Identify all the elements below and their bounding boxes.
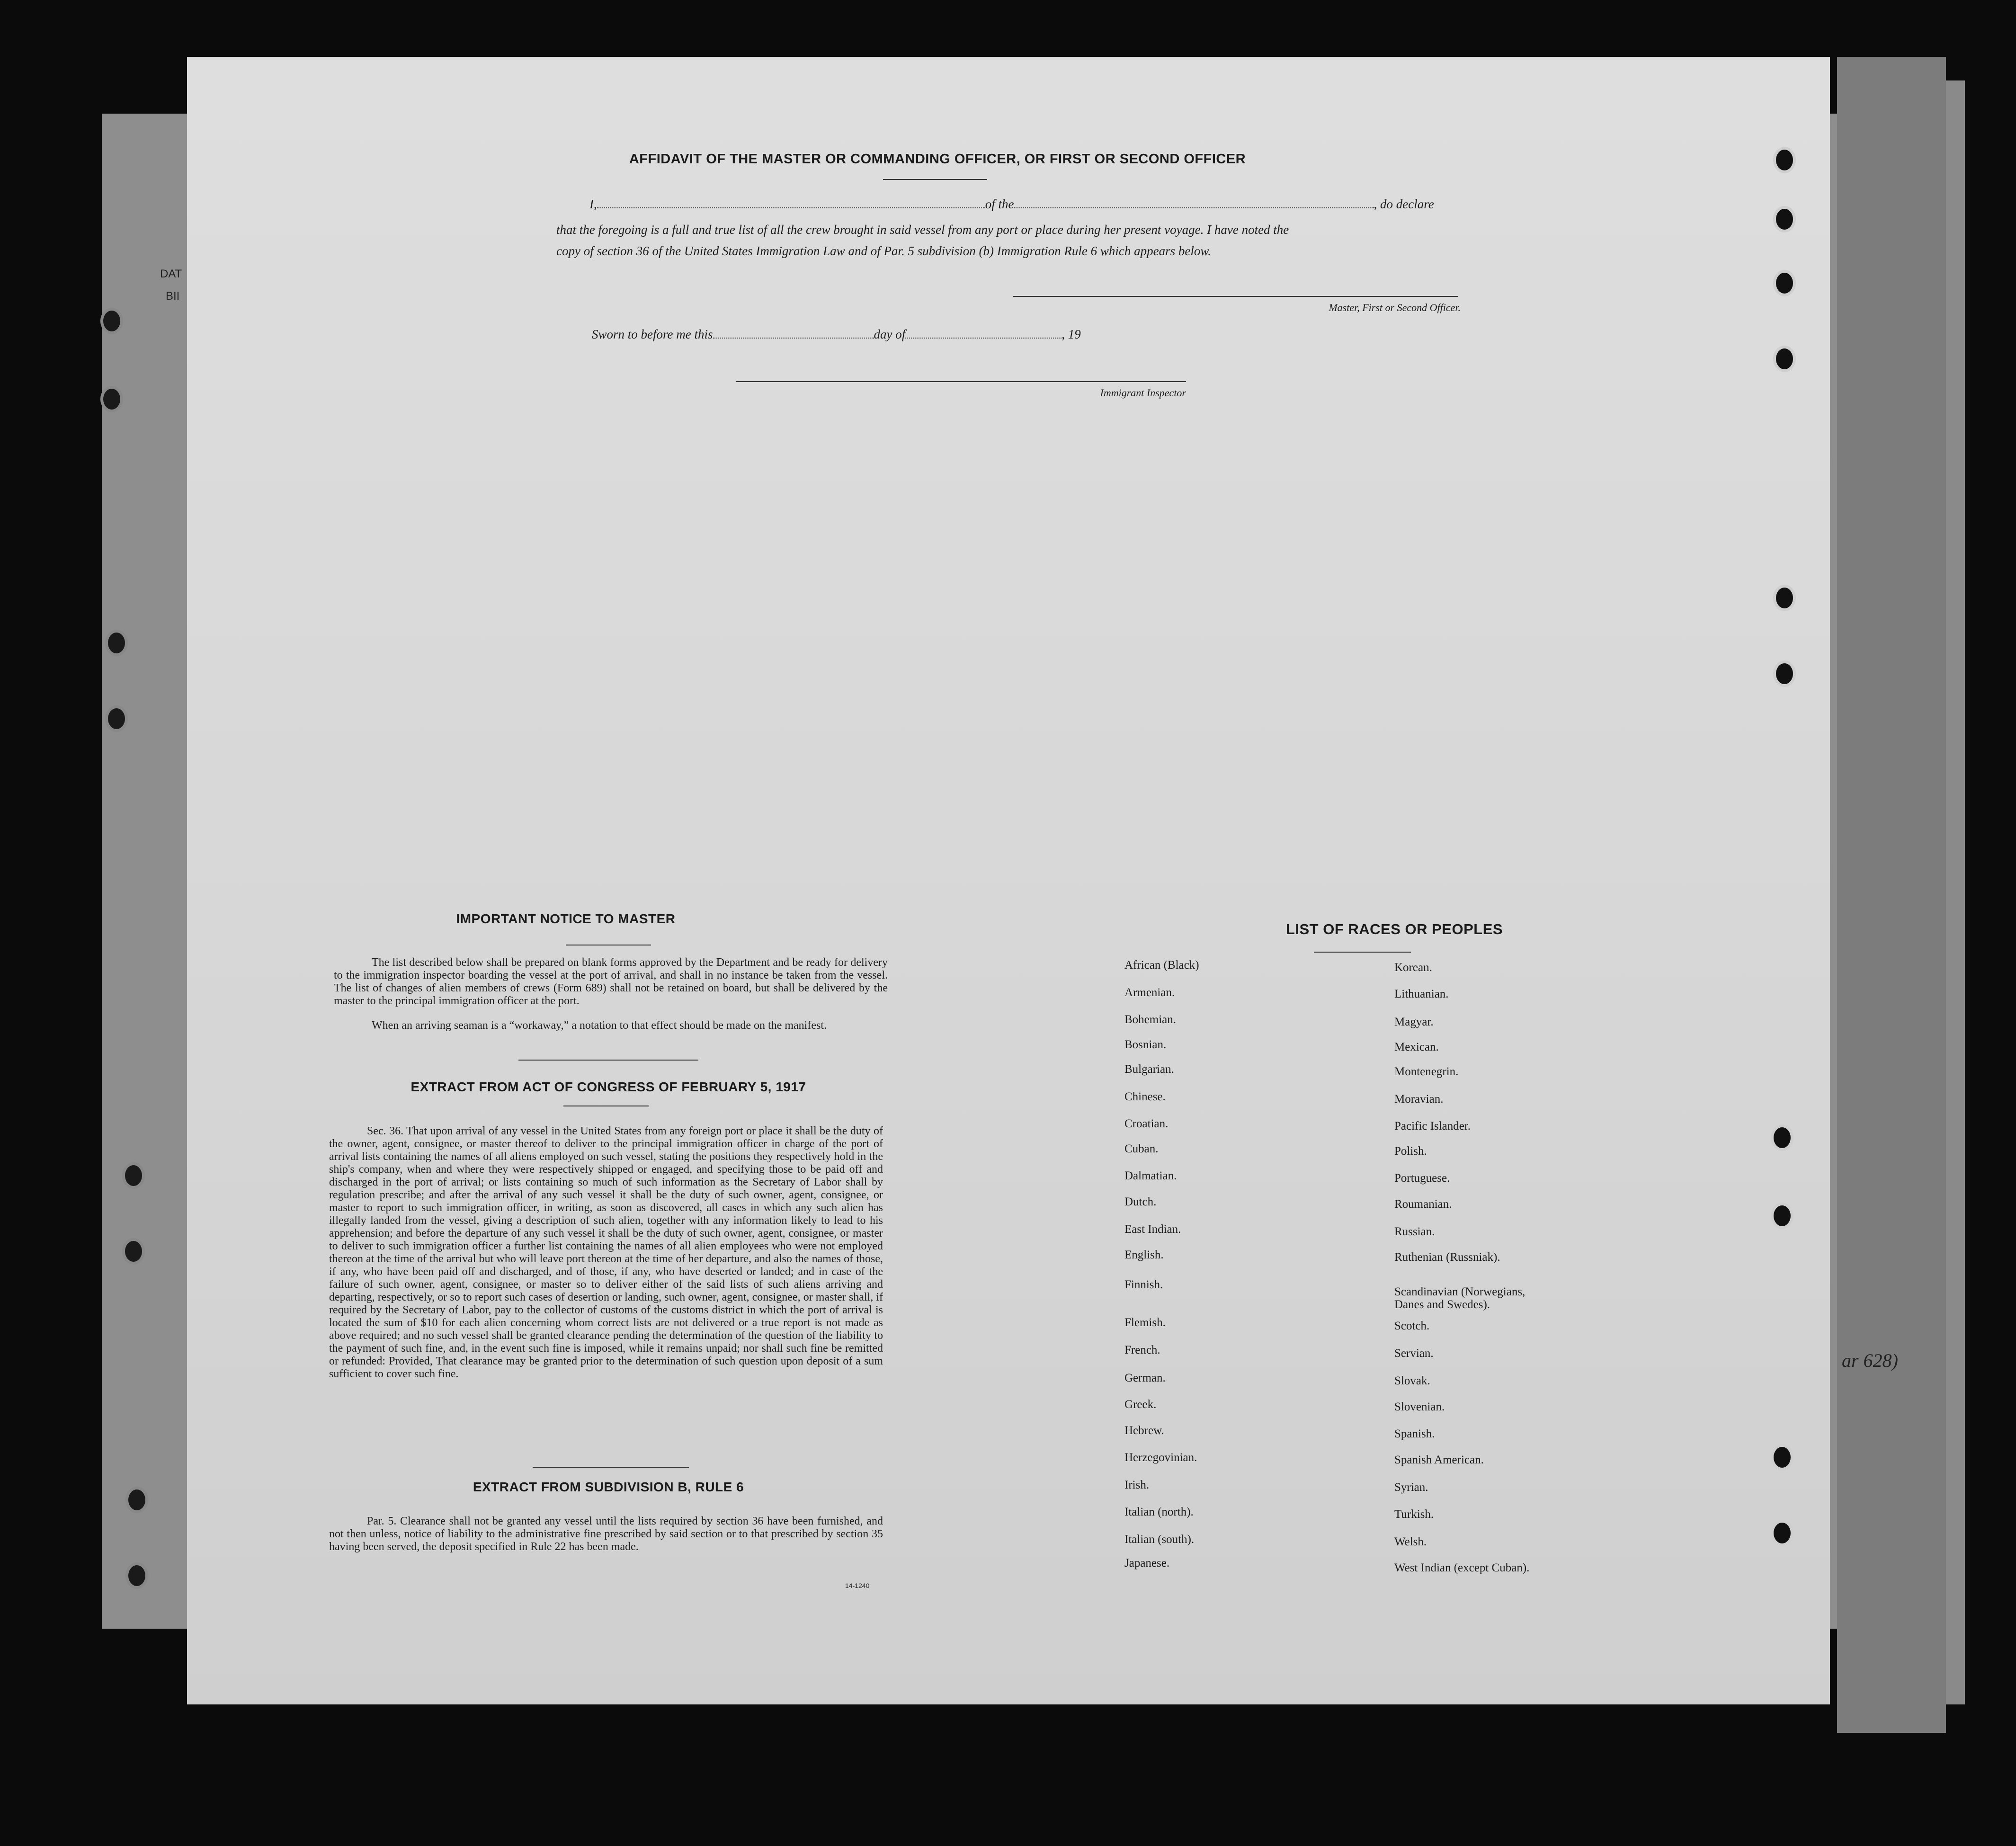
margin-mark-bii: BII	[166, 290, 180, 303]
manifest-back-page	[187, 57, 1830, 1704]
race-left-item: Italian (north).	[1124, 1506, 1194, 1518]
race-right-item: Magyar.	[1394, 1016, 1434, 1028]
race-right-item: Spanish.	[1394, 1427, 1435, 1440]
binder-hole	[125, 1487, 148, 1513]
act-end-rule	[533, 1467, 689, 1468]
signature-label: Master, First or Second Officer.	[1329, 302, 1461, 313]
race-left-item: French.	[1124, 1344, 1160, 1356]
race-right-item: Turkish.	[1394, 1508, 1434, 1521]
affidavit-line-1	[589, 194, 1659, 214]
binder-hole	[125, 1562, 148, 1589]
notice-paragraph-1: The list described below shall be prepared on blank forms approved by the Department and be ready for delivery to the immigration inspector boarding the vessel at the port of arrival, and shall in no instance be taken from the vessel. The list of changes of alien members of crews (Form 689) shall not be retained on board, but shall be delivered by the master to the principal immigration officer at the port.	[334, 956, 888, 1007]
race-left-item: Armenian.	[1124, 986, 1175, 999]
race-right-item: Moravian.	[1394, 1093, 1444, 1106]
race-left-item: East Indian.	[1124, 1223, 1181, 1236]
inspector-label: Immigrant Inspector	[1100, 387, 1186, 399]
race-right-item: Servian.	[1394, 1347, 1434, 1360]
vessel-blank[interactable]	[1014, 194, 1374, 208]
race-right-item: Pacific Islander.	[1394, 1120, 1471, 1133]
act-extract-title: EXTRACT FROM ACT OF CONGRESS OF FEBRUARY 5, 1917	[410, 1079, 806, 1094]
race-right-item: Scotch.	[1394, 1320, 1430, 1332]
margin-handwriting: ar 628)	[1842, 1350, 1898, 1371]
affidavit-title: AFFIDAVIT OF THE MASTER OR COMMANDING OFFICER, OR FIRST OR SECOND OFFICER	[629, 152, 1246, 167]
race-right-item: Polish.	[1394, 1145, 1427, 1158]
race-right-item: Mexican.	[1394, 1041, 1439, 1053]
race-left-item: Bulgarian.	[1124, 1063, 1174, 1076]
race-left-item: Flemish.	[1124, 1316, 1166, 1329]
races-rule	[1314, 952, 1411, 953]
race-right-item: Portuguese.	[1394, 1172, 1450, 1185]
race-right-item: Lithuanian.	[1394, 988, 1449, 1000]
race-right-item: Slovak.	[1394, 1374, 1430, 1387]
affidavit-i: I,	[589, 197, 597, 211]
race-right-item: Russian.	[1394, 1225, 1435, 1238]
race-right-item: Spanish American.	[1394, 1454, 1484, 1466]
race-right-item: Slovenian.	[1394, 1400, 1445, 1413]
race-left-item: German.	[1124, 1372, 1166, 1384]
races-title: LIST OF RACES OR PEOPLES	[1285, 921, 1503, 937]
race-left-item: Cuban.	[1124, 1142, 1159, 1155]
binder-hole	[1773, 206, 1796, 232]
sworn-day-of: day of	[874, 327, 906, 341]
race-right-item: Korean.	[1394, 961, 1432, 974]
rule-extract-title: EXTRACT FROM SUBDIVISION B, RULE 6	[473, 1480, 744, 1494]
race-right-item: Welsh.	[1394, 1535, 1427, 1548]
binder-hole	[1771, 1124, 1793, 1151]
notice-title: IMPORTANT NOTICE TO MASTER	[456, 911, 676, 926]
sworn-line	[592, 324, 1302, 344]
underlying-sheet-right-edge	[1837, 57, 1946, 1733]
race-left-item: Greek.	[1124, 1398, 1157, 1411]
binder-hole	[1771, 1203, 1793, 1229]
race-left-item: Italian (south).	[1124, 1533, 1195, 1546]
race-left-item: Bosnian.	[1124, 1038, 1167, 1051]
race-right-item: Syrian.	[1394, 1481, 1428, 1494]
affidavit-line-3: copy of section 36 of the United States Immigration Law and of Par. 5 subdivision (b) Immigration Rule 6 which appears below.	[556, 244, 1212, 258]
binder-hole	[105, 705, 128, 732]
binder-hole	[122, 1162, 145, 1189]
signature-line[interactable]	[1013, 296, 1458, 297]
affidavit-line-2: that the foregoing is a full and true list of all the crew brought in said vessel from any port or place during her present voyage. I have noted the	[556, 223, 1289, 237]
margin-mark-dat: DAT	[160, 268, 182, 280]
binder-hole	[105, 630, 128, 656]
race-left-item: Chinese.	[1124, 1090, 1166, 1103]
binder-hole	[1773, 660, 1796, 687]
notice-paragraph-2: When an arriving seaman is a “workaway,” a notation to that effect should be made on the manifest.	[372, 1019, 827, 1032]
race-left-item: Irish.	[1124, 1479, 1150, 1491]
inspector-signature-line[interactable]	[736, 381, 1186, 382]
race-left-item: Dalmatian.	[1124, 1169, 1177, 1182]
race-right-item: Roumanian.	[1394, 1198, 1452, 1211]
race-right-item: West Indian (except Cuban).	[1394, 1561, 1530, 1574]
race-right-item: Montenegrin.	[1394, 1065, 1459, 1078]
sworn-year: , 19	[1062, 327, 1081, 341]
name-blank[interactable]	[597, 194, 985, 208]
race-left-item: Herzegovinian.	[1124, 1451, 1197, 1464]
binder-hole	[1773, 346, 1796, 372]
binder-hole	[1773, 270, 1796, 296]
race-left-item: Hebrew.	[1124, 1424, 1164, 1437]
form-number: 14-1240	[845, 1582, 870, 1589]
binder-hole	[100, 386, 123, 412]
race-left-item: Finnish.	[1124, 1278, 1163, 1291]
notice-end-rule	[518, 1060, 698, 1061]
binder-hole	[1773, 585, 1796, 611]
sworn-prefix: Sworn to before me this	[592, 327, 713, 341]
race-left-item: Croatian.	[1124, 1117, 1169, 1130]
binder-hole	[1773, 147, 1796, 173]
race-left-item: Dutch.	[1124, 1195, 1157, 1208]
rule-extract-text: Par. 5. Clearance shall not be granted any vessel until the lists required by section 36 have been furnished, and not then unless, notice of liability to the administrative fine prescribed by said section or to that prescribed by section 35 having been served, the deposit specified in Rule 22 has been made.	[329, 1515, 883, 1553]
binder-hole	[100, 308, 123, 334]
race-left-item: Bohemian.	[1124, 1013, 1177, 1026]
affidavit-of-the: of the	[985, 197, 1014, 211]
race-left-item: African (Black)	[1124, 959, 1199, 972]
affidavit-declare: , do declare	[1374, 197, 1434, 211]
race-left-item: English.	[1124, 1249, 1164, 1261]
binder-hole	[1771, 1520, 1793, 1546]
race-left-item: Japanese.	[1124, 1557, 1170, 1570]
title-rule	[883, 179, 987, 180]
sworn-month-blank[interactable]	[905, 324, 1062, 339]
sworn-day-blank[interactable]	[713, 324, 874, 339]
race-right-item: Scandinavian (Norwegians, Danes and Swedes).	[1394, 1285, 1525, 1311]
race-right-item: Ruthenian (Russniak).	[1394, 1251, 1500, 1264]
binder-hole	[1771, 1444, 1793, 1471]
binder-hole	[122, 1238, 145, 1265]
act-extract-text: Sec. 36. That upon arrival of any vessel in the United States from any foreign port or place it shall be the duty of the owner, agent, consignee, or master thereof to deliver to the principal immigration officer in charge of the port of arrival lists containing the names of all aliens employed on such vessel, stating the positions they respectively hold in the ship's company, when and where they were respectively shipped or engaged, and specifying those to be paid off and discharged in the port of arrival; or lists containing so much of such information as the Secretary of Labor shall by regulation prescribe; and after the arrival of any such vessel it shall be the duty of such owner, agent, consignee, or master to report to such immigration officer, in writing, as soon as discovered, all cases in which any such alien has illegally landed from the vessel, giving a description of such alien, together with any information likely to lead to his apprehension; and before the departure of any such vessel it shall be the duty of such owner, agent, consignee, or master to deliver to such immigration officer a further list containing the names of all alien employees who were not employed thereon at the time of the arrival but who will leave port thereon at the time of her departure, and also the names of those, if any, who have been paid off and discharged, and of those, if any, who have deserted or landed; and in case of the failure of such owner, agent, consignee, or master so to deliver either of the said lists of such aliens arriving and departing, respectively, or so to report such cases of desertion or landing, such owner, agent, consignee, or master shall, if required by the Secretary of Labor, pay to the collector of customs of the customs district in which the port of arrival is located the sum of $10 for each alien concerning whom correct lists are not delivered or a true report is not made as above required; and no such vessel shall be granted clearance pending the determination of the question of the liability to the payment of such fine, and, in the event such fine is imposed, while it remains unpaid; nor shall such fine be remitted or refunded: Provided, That clearance may be granted prior to the determination of such question upon deposit of a sum sufficient to cover such fine.	[329, 1125, 883, 1380]
